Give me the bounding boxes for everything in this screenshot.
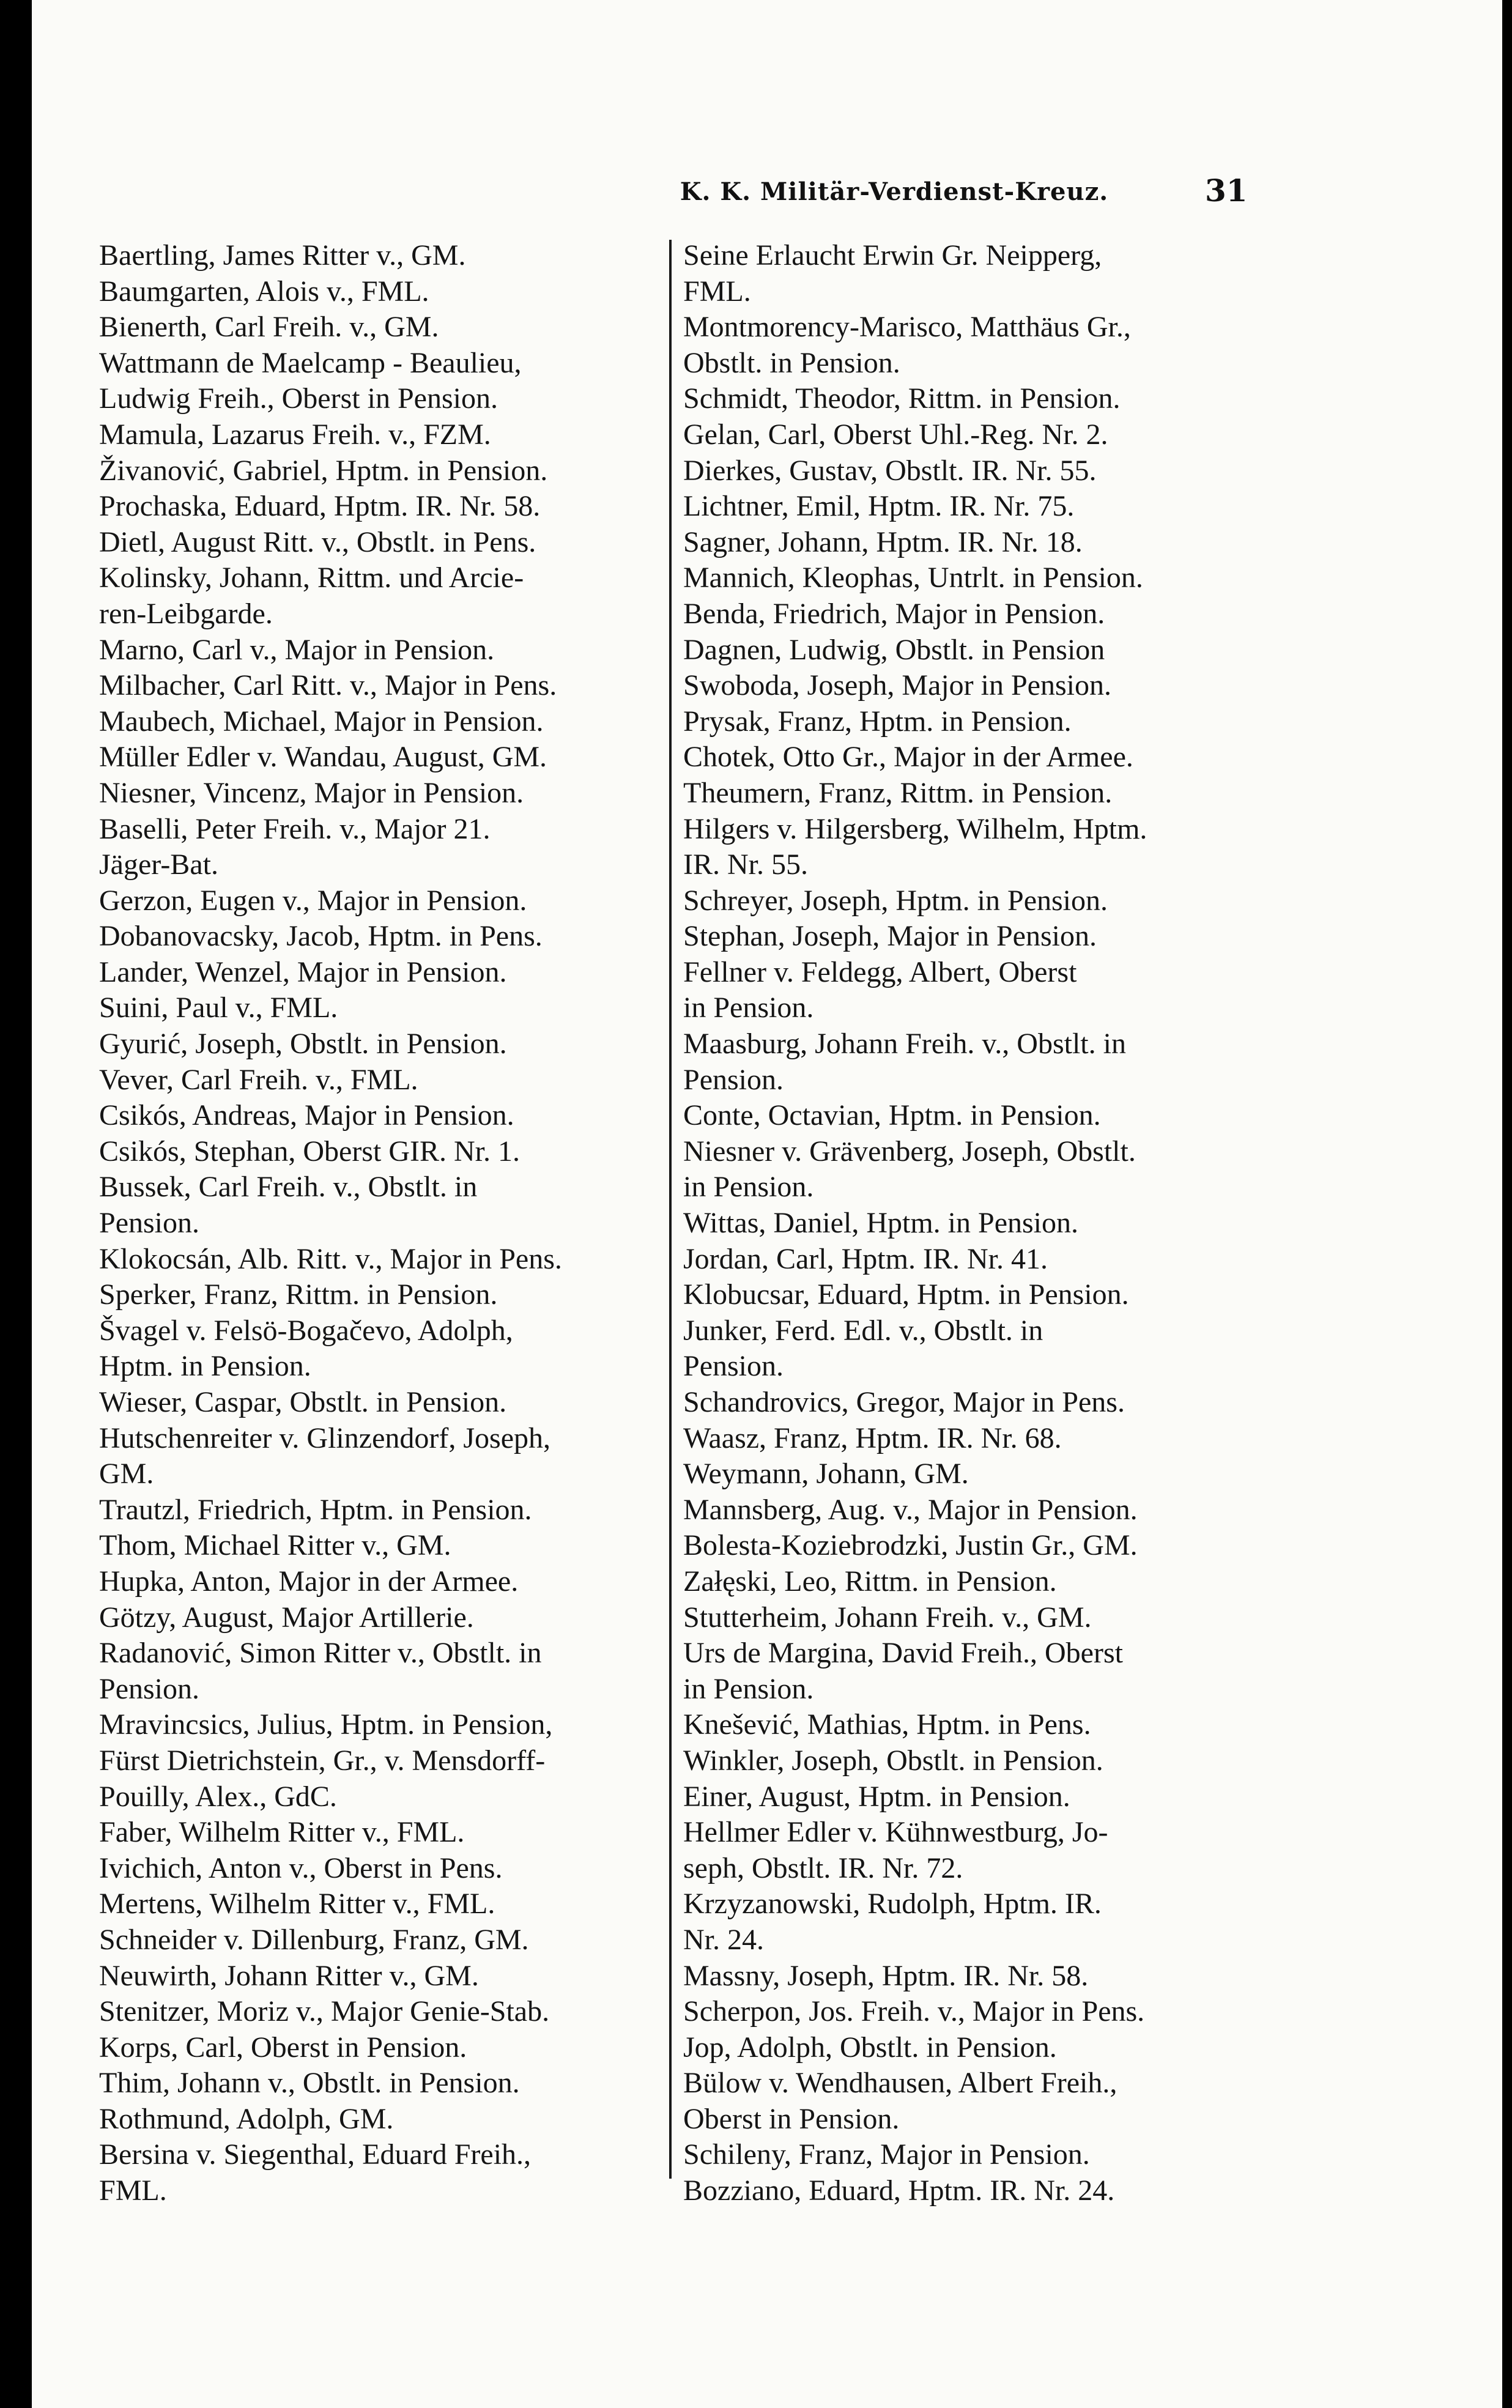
list-entry (683, 1313, 1280, 1385)
list-entry (683, 2065, 1280, 2137)
entry-line: Mannich, Kleophas, Untrlt. in Pension. (683, 561, 1143, 595)
list-entry (99, 1958, 686, 1995)
entry-line: Scherpon, Jos. Freih. v., Major in Pens. (683, 1995, 1145, 2028)
entry-line: Junker, Ferd. Edl. v., Obstlt. in (683, 1314, 1043, 1347)
entry-line: Jäger-Bat. (99, 848, 218, 881)
entry-line: Ivichich, Anton v., Oberst in Pens. (99, 1851, 503, 1884)
entry-line: Dagnen, Ludwig, Obstlt. in Pension (683, 633, 1105, 666)
entry-line: Fellner v. Feldegg, Albert, Oberst (683, 955, 1077, 988)
list-entry (683, 1098, 1280, 1134)
list-entry (683, 812, 1280, 883)
list-entry (683, 1886, 1280, 1958)
list-entry (683, 381, 1280, 417)
entry-line: Götzy, August, Major Artillerie. (99, 1601, 474, 1634)
list-entry (683, 1421, 1280, 1457)
entry-line: Jop, Adolph, Obstlt. in Pension. (683, 2031, 1057, 2064)
list-entry (99, 1707, 686, 1743)
list-entry (683, 1134, 1280, 1206)
entry-line: Schneider v. Dillenburg, Franz, GM. (99, 1923, 529, 1956)
entry-line: Lichtner, Emil, Hptm. IR. Nr. 75. (683, 490, 1075, 523)
list-entry (99, 776, 686, 812)
list-entry (683, 1026, 1280, 1098)
list-entry (99, 704, 686, 740)
entry-line: Gyurić, Joseph, Obstlt. in Pension. (99, 1028, 507, 1061)
entry-line: Krzyzanowski, Rudolph, Hptm. IR. (683, 1888, 1102, 1921)
entry-line: Winkler, Joseph, Obstlt. in Pension. (683, 1744, 1103, 1777)
entry-line: Weymann, Johann, GM. (683, 1458, 969, 1491)
list-entry (99, 2102, 686, 2138)
right-column (683, 238, 1280, 2209)
list-entry (99, 739, 686, 776)
list-entry (683, 1277, 1280, 1313)
entry-line: Bozziano, Eduard, Hptm. IR. Nr. 24. (683, 2174, 1115, 2207)
list-entry (99, 309, 686, 346)
list-entry (99, 560, 686, 632)
list-entry (99, 2065, 686, 2102)
entry-line: in Pension. (683, 1672, 814, 1705)
entry-line: Einer, August, Hptm. in Pension. (683, 1780, 1070, 1813)
entry-line: Schandrovics, Gregor, Major in Pens. (683, 1386, 1125, 1418)
list-entry (99, 1922, 686, 1958)
list-entry (99, 346, 686, 417)
list-entry (99, 525, 686, 561)
list-entry (683, 1385, 1280, 1421)
entry-line: IR. Nr. 55. (683, 848, 808, 881)
column-divider (669, 240, 672, 2179)
list-entry (99, 812, 686, 883)
entry-line: Pension. (99, 1672, 200, 1705)
entry-line: Müller Edler v. Wandau, August, GM. (99, 741, 547, 774)
entry-line: Bolesta-Koziebrodzki, Justin Gr., GM. (683, 1529, 1138, 1562)
entry-line: Mravincsics, Julius, Hptm. in Pension, (99, 1708, 553, 1741)
list-entry (683, 1242, 1280, 1278)
entry-line: Mertens, Wilhelm Ritter v., FML. (99, 1888, 495, 1921)
list-entry (683, 453, 1280, 489)
entry-line: Fürst Dietrichstein, Gr., v. Mensdorff- (99, 1744, 546, 1777)
list-entry (683, 1815, 1280, 1886)
list-entry (99, 1421, 686, 1492)
list-entry (99, 1600, 686, 1636)
entry-line: Milbacher, Carl Ritt. v., Major in Pens. (99, 669, 557, 702)
list-entry (99, 1743, 686, 1815)
entry-line: Neuwirth, Johann Ritter v., GM. (99, 1959, 479, 1992)
entry-line: Bersina v. Siegenthal, Eduard Freih., (99, 2138, 532, 2171)
entry-line: Wieser, Caspar, Obstlt. in Pension. (99, 1386, 507, 1418)
entry-line: Rothmund, Adolph, GM. (99, 2102, 394, 2135)
entry-line: Prochaska, Eduard, Hptm. IR. Nr. 58. (99, 490, 541, 523)
entry-line: Montmorency-Marisco, Matthäus Gr., (683, 311, 1131, 344)
entry-line: Sperker, Franz, Rittm. in Pension. (99, 1278, 498, 1311)
list-entry (683, 776, 1280, 812)
entry-line: Maasburg, Johann Freih. v., Obstlt. in (683, 1028, 1126, 1061)
list-entry (99, 1277, 686, 1313)
entry-line: Ludwig Freih., Oberst in Pension. (99, 382, 498, 415)
entry-line: Niesner, Vincenz, Major in Pension. (99, 776, 524, 809)
entry-line: Hutschenreiter v. Glinzendorf, Joseph, (99, 1421, 550, 1454)
entry-line: Pouilly, Alex., GdC. (99, 1780, 337, 1813)
list-entry (683, 668, 1280, 704)
entry-line: Stutterheim, Johann Freih. v., GM. (683, 1601, 1092, 1634)
entry-line: Pension. (99, 1207, 200, 1240)
entry-line: Waasz, Franz, Hptm. IR. Nr. 68. (683, 1421, 1062, 1454)
list-entry (99, 1815, 686, 1851)
list-entry (99, 1994, 686, 2030)
entry-line: Benda, Friedrich, Major in Pension. (683, 597, 1105, 630)
entry-line: GM. (99, 1458, 154, 1491)
list-entry (683, 596, 1280, 632)
list-entry (683, 1564, 1280, 1600)
list-entry (99, 2030, 686, 2066)
entry-line: Stenitzer, Moriz v., Major Genie-Stab. (99, 1995, 550, 2028)
entry-line: Švagel v. Felsö-Bogačevo, Adolph, (99, 1314, 513, 1347)
entry-line: Thim, Johann v., Obstlt. in Pension. (99, 2067, 520, 2100)
list-entry (683, 1600, 1280, 1636)
entry-line: Chotek, Otto Gr., Major in der Armee. (683, 741, 1133, 774)
entry-line: Stephan, Joseph, Major in Pension. (683, 920, 1097, 953)
list-entry (99, 1242, 686, 1278)
list-entry (99, 1886, 686, 1922)
list-entry (683, 1743, 1280, 1779)
list-entry (99, 632, 686, 669)
entry-line: Lander, Wenzel, Major in Pension. (99, 955, 507, 988)
entry-line: Gelan, Carl, Oberst Uhl.-Reg. Nr. 2. (683, 418, 1108, 451)
list-entry (99, 1098, 686, 1134)
entry-line: Dierkes, Gustav, Obstlt. IR. Nr. 55. (683, 454, 1097, 487)
entry-line: Bülow v. Wendhausen, Albert Freih., (683, 2067, 1117, 2100)
entry-line: Hilgers v. Hilgersberg, Wilhelm, Hptm. (683, 812, 1147, 845)
list-entry (99, 883, 686, 919)
entry-line: Wattmann de Maelcamp - Beaulieu, (99, 346, 522, 379)
entry-line: Živanović, Gabriel, Hptm. in Pension. (99, 454, 548, 487)
entry-line: Urs de Margina, David Freih., Oberst (683, 1637, 1123, 1670)
left-column (99, 238, 686, 2209)
entry-line: in Pension. (683, 991, 814, 1024)
list-entry (99, 1169, 686, 1241)
entry-line: Swoboda, Joseph, Major in Pension. (683, 669, 1111, 702)
entry-line: Baselli, Peter Freih. v., Major 21. (99, 812, 491, 845)
entry-line: Schmidt, Theodor, Rittm. in Pension. (683, 382, 1121, 415)
list-entry (99, 2137, 686, 2209)
list-entry (683, 525, 1280, 561)
entry-line: FML. (99, 2174, 167, 2207)
list-entry (683, 417, 1280, 453)
list-entry (99, 274, 686, 310)
list-entry (99, 919, 686, 955)
list-entry (99, 1492, 686, 1528)
list-entry (99, 417, 686, 453)
list-entry (99, 489, 686, 525)
entry-line: Schreyer, Joseph, Hptm. in Pension. (683, 884, 1108, 917)
entry-line: Oberst in Pension. (683, 2102, 900, 2135)
entry-line: Mamula, Lazarus Freih. v., FZM. (99, 418, 491, 451)
entry-line: Mannsberg, Aug. v., Major in Pension. (683, 1493, 1138, 1526)
entry-line: Załęski, Leo, Rittm. in Pension. (683, 1565, 1057, 1598)
entry-line: Wittas, Daniel, Hptm. in Pension. (683, 1207, 1079, 1240)
list-entry (683, 1492, 1280, 1528)
list-entry (683, 2030, 1280, 2066)
list-entry (99, 668, 686, 704)
list-entry (99, 1528, 686, 1564)
page-number: 31 (1205, 172, 1248, 209)
list-entry (99, 1385, 686, 1421)
list-entry (683, 1958, 1280, 1995)
entry-line: Maubech, Michael, Major in Pension. (99, 705, 544, 738)
entry-line: Hupka, Anton, Major in der Armee. (99, 1565, 519, 1598)
entry-line: Csikós, Andreas, Major in Pension. (99, 1099, 514, 1132)
list-entry (683, 560, 1280, 596)
entry-line: ren-Leibgarde. (99, 597, 273, 630)
entry-line: Bussek, Carl Freih. v., Obstlt. in (99, 1171, 478, 1204)
entry-line: Obstlt. in Pension. (683, 346, 900, 379)
list-entry (683, 883, 1280, 919)
entry-line: Thom, Michael Ritter v., GM. (99, 1529, 451, 1562)
list-entry (683, 2137, 1280, 2173)
list-entry (683, 632, 1280, 669)
list-entry (683, 2173, 1280, 2209)
entry-line: FML. (683, 275, 751, 308)
entry-line: Knešević, Mathias, Hptm. in Pens. (683, 1708, 1091, 1741)
list-entry (683, 704, 1280, 740)
list-entry (99, 238, 686, 274)
list-entry (683, 1707, 1280, 1743)
list-entry (683, 1779, 1280, 1815)
entry-line: Sagner, Johann, Hptm. IR. Nr. 18. (683, 525, 1083, 558)
entry-line: seph, Obstlt. IR. Nr. 72. (683, 1851, 963, 1884)
list-entry (99, 1313, 686, 1385)
entry-line: Prysak, Franz, Hptm. in Pension. (683, 705, 1072, 738)
entry-line: Dobanovacsky, Jacob, Hptm. in Pens. (99, 920, 543, 953)
list-entry (99, 990, 686, 1026)
list-entry (683, 489, 1280, 525)
entry-line: Schileny, Franz, Major in Pension. (683, 2138, 1090, 2171)
entry-line: Massny, Joseph, Hptm. IR. Nr. 58. (683, 1959, 1089, 1992)
list-entry (683, 1206, 1280, 1242)
list-entry (683, 919, 1280, 955)
entry-line: Baertling, James Ritter v., GM. (99, 239, 466, 272)
list-entry (99, 1134, 686, 1170)
entry-line: Hellmer Edler v. Kühnwestburg, Jo- (683, 1816, 1108, 1849)
entry-line: Theumern, Franz, Rittm. in Pension. (683, 776, 1113, 809)
entry-line: Hptm. in Pension. (99, 1350, 311, 1383)
entry-line: Marno, Carl v., Major in Pension. (99, 633, 495, 666)
list-entry (99, 453, 686, 489)
entry-line: Klokocsán, Alb. Ritt. v., Major in Pens. (99, 1242, 562, 1275)
entry-line: Jordan, Carl, Hptm. IR. Nr. 41. (683, 1242, 1048, 1275)
list-entry (99, 1564, 686, 1600)
entry-line: Gerzon, Eugen v., Major in Pension. (99, 884, 527, 917)
list-entry (683, 238, 1280, 309)
entry-line: Csikós, Stephan, Oberst GIR. Nr. 1. (99, 1135, 520, 1168)
list-entry (683, 1994, 1280, 2030)
entry-line: Kolinsky, Johann, Rittm. und Arcie- (99, 561, 524, 595)
list-entry (683, 1456, 1280, 1492)
list-entry (683, 1636, 1280, 1707)
entry-line: Suini, Paul v., FML. (99, 991, 338, 1024)
entry-line: Bienerth, Carl Freih. v., GM. (99, 311, 439, 344)
list-entry (683, 739, 1280, 776)
entry-line: Trautzl, Friedrich, Hptm. in Pension. (99, 1493, 532, 1526)
entry-line: Klobucsar, Eduard, Hptm. in Pension. (683, 1278, 1129, 1311)
list-entry (683, 955, 1280, 1026)
entry-line: Seine Erlaucht Erwin Gr. Neipperg, (683, 239, 1102, 272)
entry-line: Dietl, August Ritt. v., Obstlt. in Pens. (99, 525, 536, 558)
list-entry (99, 1636, 686, 1707)
entry-line: Nr. 24. (683, 1923, 764, 1956)
entry-line: Radanović, Simon Ritter v., Obstlt. in (99, 1637, 542, 1670)
entry-line: Baumgarten, Alois v., FML. (99, 275, 429, 308)
entry-line: Pension. (683, 1063, 784, 1096)
entry-line: in Pension. (683, 1171, 814, 1204)
running-header: K. K. Militär-Verdienst-Kreuz. (680, 177, 1109, 206)
list-entry (99, 1062, 686, 1098)
entry-line: Niesner v. Grävenberg, Joseph, Obstlt. (683, 1135, 1136, 1168)
entry-line: Pension. (683, 1350, 784, 1383)
list-entry (99, 1026, 686, 1062)
entry-line: Vever, Carl Freih. v., FML. (99, 1063, 418, 1096)
entry-line: Faber, Wilhelm Ritter v., FML. (99, 1816, 465, 1849)
book-page (32, 0, 1502, 2408)
entry-line: Korps, Carl, Oberst in Pension. (99, 2031, 467, 2064)
entry-line: Conte, Octavian, Hptm. in Pension. (683, 1099, 1101, 1132)
list-entry (99, 1851, 686, 1887)
list-entry (99, 955, 686, 991)
list-entry (683, 309, 1280, 381)
list-entry (683, 1528, 1280, 1564)
